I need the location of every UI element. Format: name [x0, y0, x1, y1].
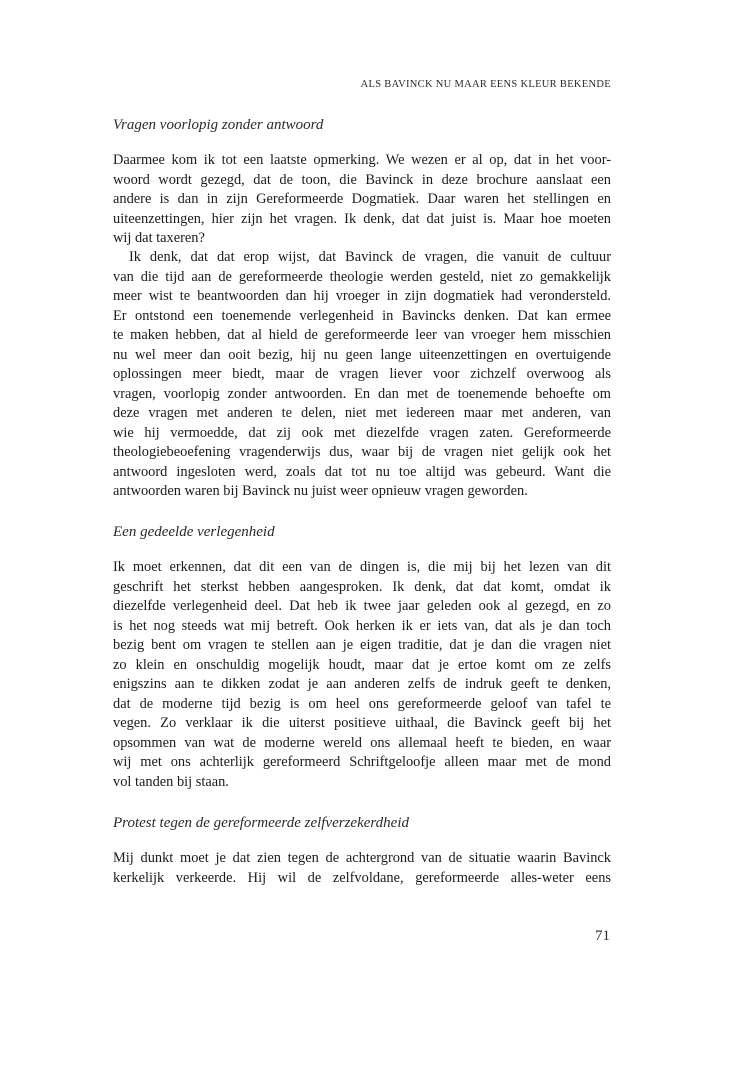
text-line: Er ontstond een toenemende verlegenheid in Bavincks denken. Dat kan ermee — [113, 307, 611, 324]
text-line: kerkelijk verkeerde. Hij wil de zelfvoldane, gereformeerde alles-weter eens — [113, 869, 611, 886]
text-line: opsommen van wat de moderne wereld ons allemaal heeft te bieden, en waar — [113, 734, 611, 751]
text-line: theologiebeoefening vragenderwijs dus, waar bij de vragen niet gelijk ook het — [113, 444, 611, 460]
paragraph — [113, 248, 611, 502]
text-line: oplossingen meer biedt, maar de vragen liever voor zichzelf overwoog als — [113, 366, 611, 382]
text-line: Ik moet erkennen, dat dit een van de dingen is, die mij bij het lezen van dit — [113, 559, 611, 575]
page-number: 71 — [595, 928, 610, 944]
text-line: geschrift het sterkst hebben aangesproken. Ik denk, dat dat komt, omdat ik — [113, 578, 611, 595]
text-line: van die tijd aan de gereformeerde theologie werden gesteld, niet zo gemakkelijk — [113, 268, 611, 285]
text-line: vol tanden bij staan. — [113, 773, 229, 790]
text-line: woord wordt gezegd, dat de toon, die Bavinck in deze brochure aanslaat een — [113, 171, 611, 188]
text-line: bezig bent om vragen te stellen aan je eigen traditie, dat je dan die vragen niet — [113, 637, 611, 653]
text-line: Ik denk, dat dat erop wijst, dat Bavinck de vragen, die vanuit de cultuur — [129, 249, 611, 265]
text-line: andere is dan in zijn Gereformeerde Dogmatiek. Daar waren het stellingen en — [113, 191, 611, 207]
paragraph — [113, 849, 611, 888]
text-line: Mij dunkt moet je dat zien tegen de achtergrond van de situatie waarin Bavinck — [113, 850, 611, 866]
text-line: antwoord ingesloten werd, zoals dat tot nu toe altijd was gebeurd. Want die — [113, 463, 611, 480]
text-line: nu wel meer dan ooit bezig, hij nu geen lange uiteenzettingen en overtuigende — [113, 346, 611, 363]
text-line: Daarmee kom ik tot een laatste opmerking. We wezen er al op, dat in het voor- — [113, 152, 611, 168]
paragraph — [113, 558, 611, 792]
text-line: uiteenzettingen, hier zijn het vragen. Ik denk, dat dat juist is. Maar hoe moeten — [113, 210, 611, 227]
section-heading: Vragen voorlopig zonder antwoord — [113, 117, 324, 133]
text-line: wij dat taxeren? — [113, 230, 205, 246]
section-heading: Protest tegen de gereformeerde zelfverzekerdheid — [113, 815, 410, 831]
text-line: zo klein en onschuldig mogelijk houdt, maar dat je ertoe komt om ze zelfs — [113, 656, 611, 673]
text-line: wie hij vermoedde, dat zij ook met diezelfde vragen zaten. Gereformeerde — [113, 424, 611, 441]
text-line: te maken hebben, dat al hield de gereformeerde leer van vroeger hem misschien — [113, 327, 611, 343]
text-line: enigszins aan te dikken zodat je aan anderen zelfs de indruk geeft te denken, — [113, 676, 611, 692]
paragraph — [113, 151, 611, 249]
text-line: is het nog steeds wat mij betreft. Ook herken ik er iets van, dat als je dan toch — [113, 617, 611, 634]
text-line: meer wist te beantwoorden dan hij vroeger in zijn dogmatiek had verondersteld. — [113, 288, 611, 304]
text-line: antwoorden waren bij Bavinck nu juist weer opnieuw vragen geworden. — [113, 483, 528, 499]
text-line: vragen, voorlopig zonder antwoorden. En dan met de toenemende behoefte om — [113, 385, 611, 402]
text-line: wij met ons achterlijk gereformeerd Schriftgeloofje alleen maar met de mond — [113, 754, 611, 770]
running-header: ALS BAVINCK NU MAAR EENS KLEUR BEKENDE — [360, 79, 611, 90]
text-line: vegen. Zo verklaar ik die uiterst positieve uithaal, die Bavinck geeft bij het — [113, 715, 611, 731]
section-heading: Een gedeelde verlegenheid — [113, 524, 275, 540]
text-line: dat de moderne tijd bezig is om heel ons gereformeerde geloof van tafel te — [113, 695, 611, 712]
text-line: diezelfde verlegenheid deel. Dat heb ik twee jaar geleden ook al gezegd, en zo — [113, 598, 611, 614]
text-line: deze vragen met anderen te delen, niet met iedereen maar met anderen, van — [113, 405, 611, 421]
